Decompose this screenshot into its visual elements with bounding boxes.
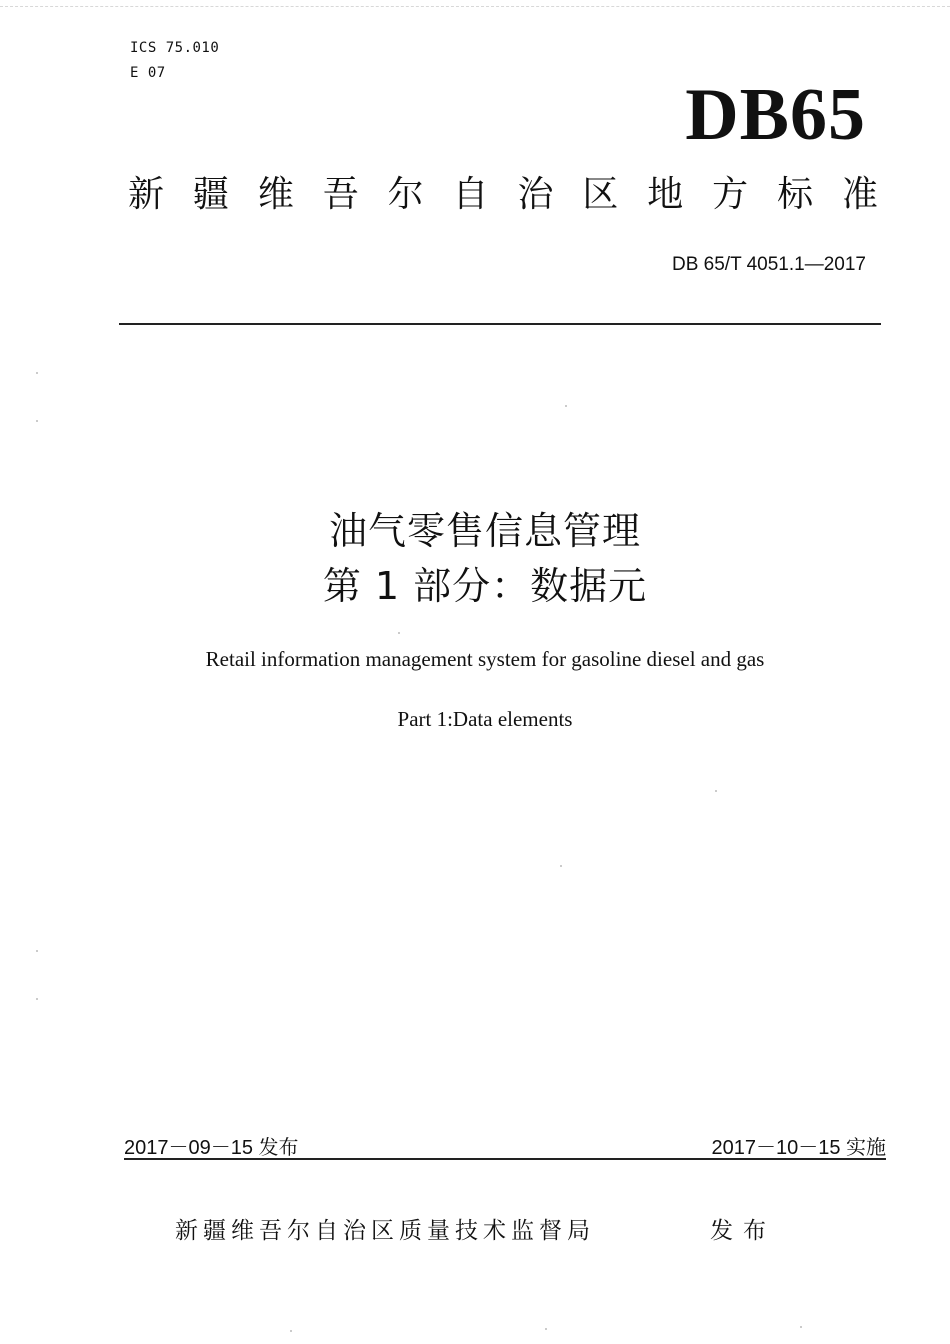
- english-title-line2: Part 1:Data elements: [397, 707, 573, 731]
- ics-code: ICS 75.010: [130, 40, 220, 56]
- scan-speck: [36, 998, 38, 1000]
- publisher-name: 新疆维吾尔自治区质量技术监督局: [175, 1218, 595, 1244]
- scan-edge-marks: [0, 0, 950, 7]
- english-title-line1: Retail information management system for gasoline diesel and gas: [205, 647, 765, 671]
- authority-char: 区: [582, 174, 619, 215]
- scan-speck: [545, 1328, 547, 1330]
- authority-char: 标: [777, 174, 814, 215]
- scan-speck: [715, 790, 717, 792]
- footer-divider: [124, 1158, 886, 1160]
- scan-speck: [565, 405, 567, 407]
- scan-speck: [36, 950, 38, 952]
- scan-speck: [36, 372, 38, 374]
- authority-char: 吾: [322, 174, 359, 215]
- chinese-title-line1: 油气零售信息管理: [328, 509, 641, 553]
- issuing-authority-banner: [128, 174, 878, 215]
- header-divider: [119, 323, 881, 325]
- implementation-date: 2017－10－15 实施: [711, 1137, 886, 1159]
- scan-speck: [560, 865, 562, 867]
- issue-date: 2017－09－15 发布: [124, 1137, 299, 1159]
- authority-char: 自: [452, 174, 489, 215]
- scan-speck: [36, 420, 38, 422]
- authority-char: 疆: [192, 174, 229, 215]
- authority-char: 尔: [387, 174, 424, 215]
- authority-char: 治: [517, 174, 554, 215]
- scan-speck: [290, 1330, 292, 1332]
- authority-char: 地: [647, 174, 684, 215]
- chinese-title-line2: 第 1 部分：数据元: [322, 564, 648, 608]
- authority-char: 新: [128, 174, 165, 215]
- authority-char: 准: [841, 174, 878, 215]
- authority-char: 维: [257, 174, 294, 215]
- category-code: E 07: [130, 65, 166, 81]
- standard-number: DB 65/T 4051.1—2017: [671, 254, 866, 275]
- publish-label: 发布: [710, 1218, 776, 1244]
- authority-char: 方: [712, 174, 749, 215]
- scan-speck: [398, 632, 400, 634]
- scan-speck: [800, 1326, 802, 1328]
- standard-logo: DB65: [685, 74, 866, 156]
